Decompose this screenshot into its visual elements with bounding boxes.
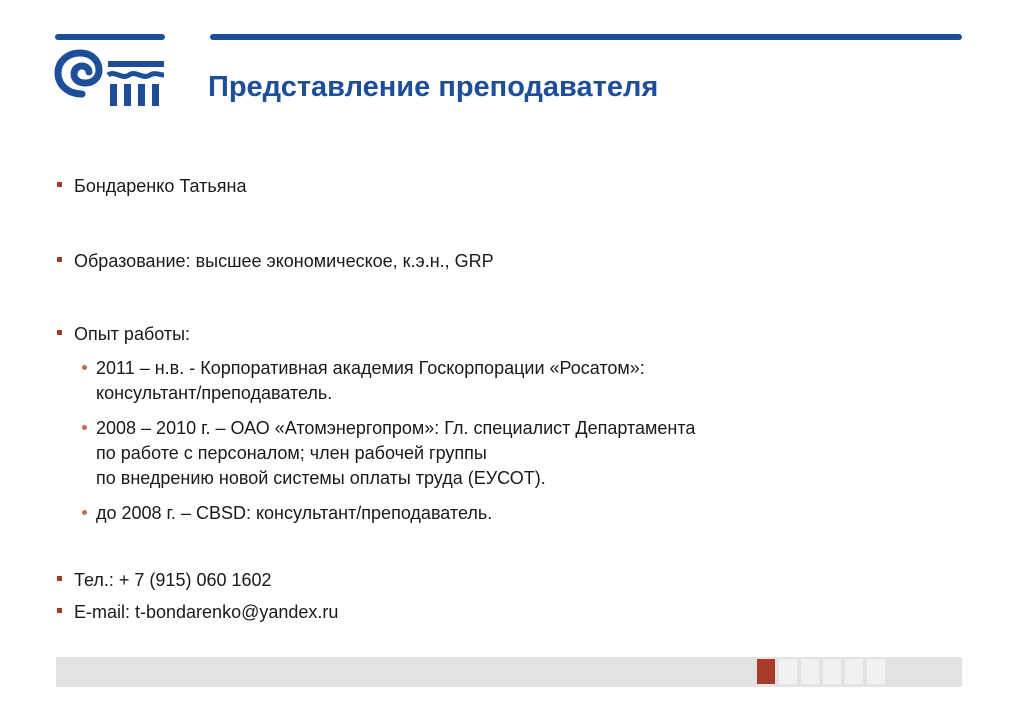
list-item-experience-label: Опыт работы: xyxy=(56,322,956,347)
experience-item-1 xyxy=(56,356,956,406)
experience-1-line-1: 2011 – н.в. - Корпоративная академия Госкорпорации «Росатом»: xyxy=(96,358,645,378)
experience-3-line-1: до 2008 г. – CBSD: консультант/преподаватель. xyxy=(96,503,493,523)
progress-square-active xyxy=(757,659,775,684)
progress-square xyxy=(779,659,797,684)
logo-top-bar xyxy=(55,34,165,40)
progress-square xyxy=(845,659,863,684)
experience-item-3 xyxy=(56,501,956,526)
list-item-name: Бондаренко Татьяна xyxy=(56,174,956,199)
page-title: Представление преподавателя xyxy=(208,71,659,103)
progress-square xyxy=(867,659,885,684)
experience-item-2 xyxy=(56,416,956,491)
header-rule xyxy=(210,34,962,40)
list-item-email: E-mail: t-bondarenko@yandex.ru xyxy=(56,600,956,625)
progress-square xyxy=(823,659,841,684)
progress-square xyxy=(801,659,819,684)
experience-2-line-1: 2008 – 2010 г. – ОАО «Атомэнергопром»: Гл. специалист Департамента xyxy=(96,418,696,438)
experience-2-line-2: по работе с персоналом; член рабочей группы xyxy=(96,443,487,463)
rosatom-academy-logo-icon xyxy=(52,48,170,110)
slide-content xyxy=(56,174,956,625)
experience-2-line-3: по внедрению новой системы оплаты труда (ЕУСОТ). xyxy=(96,468,546,488)
experience-1-line-2: консультант/преподаватель. xyxy=(96,383,333,403)
list-item-education: Образование: высшее экономическое, к.э.н., GRP xyxy=(56,249,956,274)
list-item-phone: Тел.: + 7 (915) 060 1602 xyxy=(56,568,956,593)
